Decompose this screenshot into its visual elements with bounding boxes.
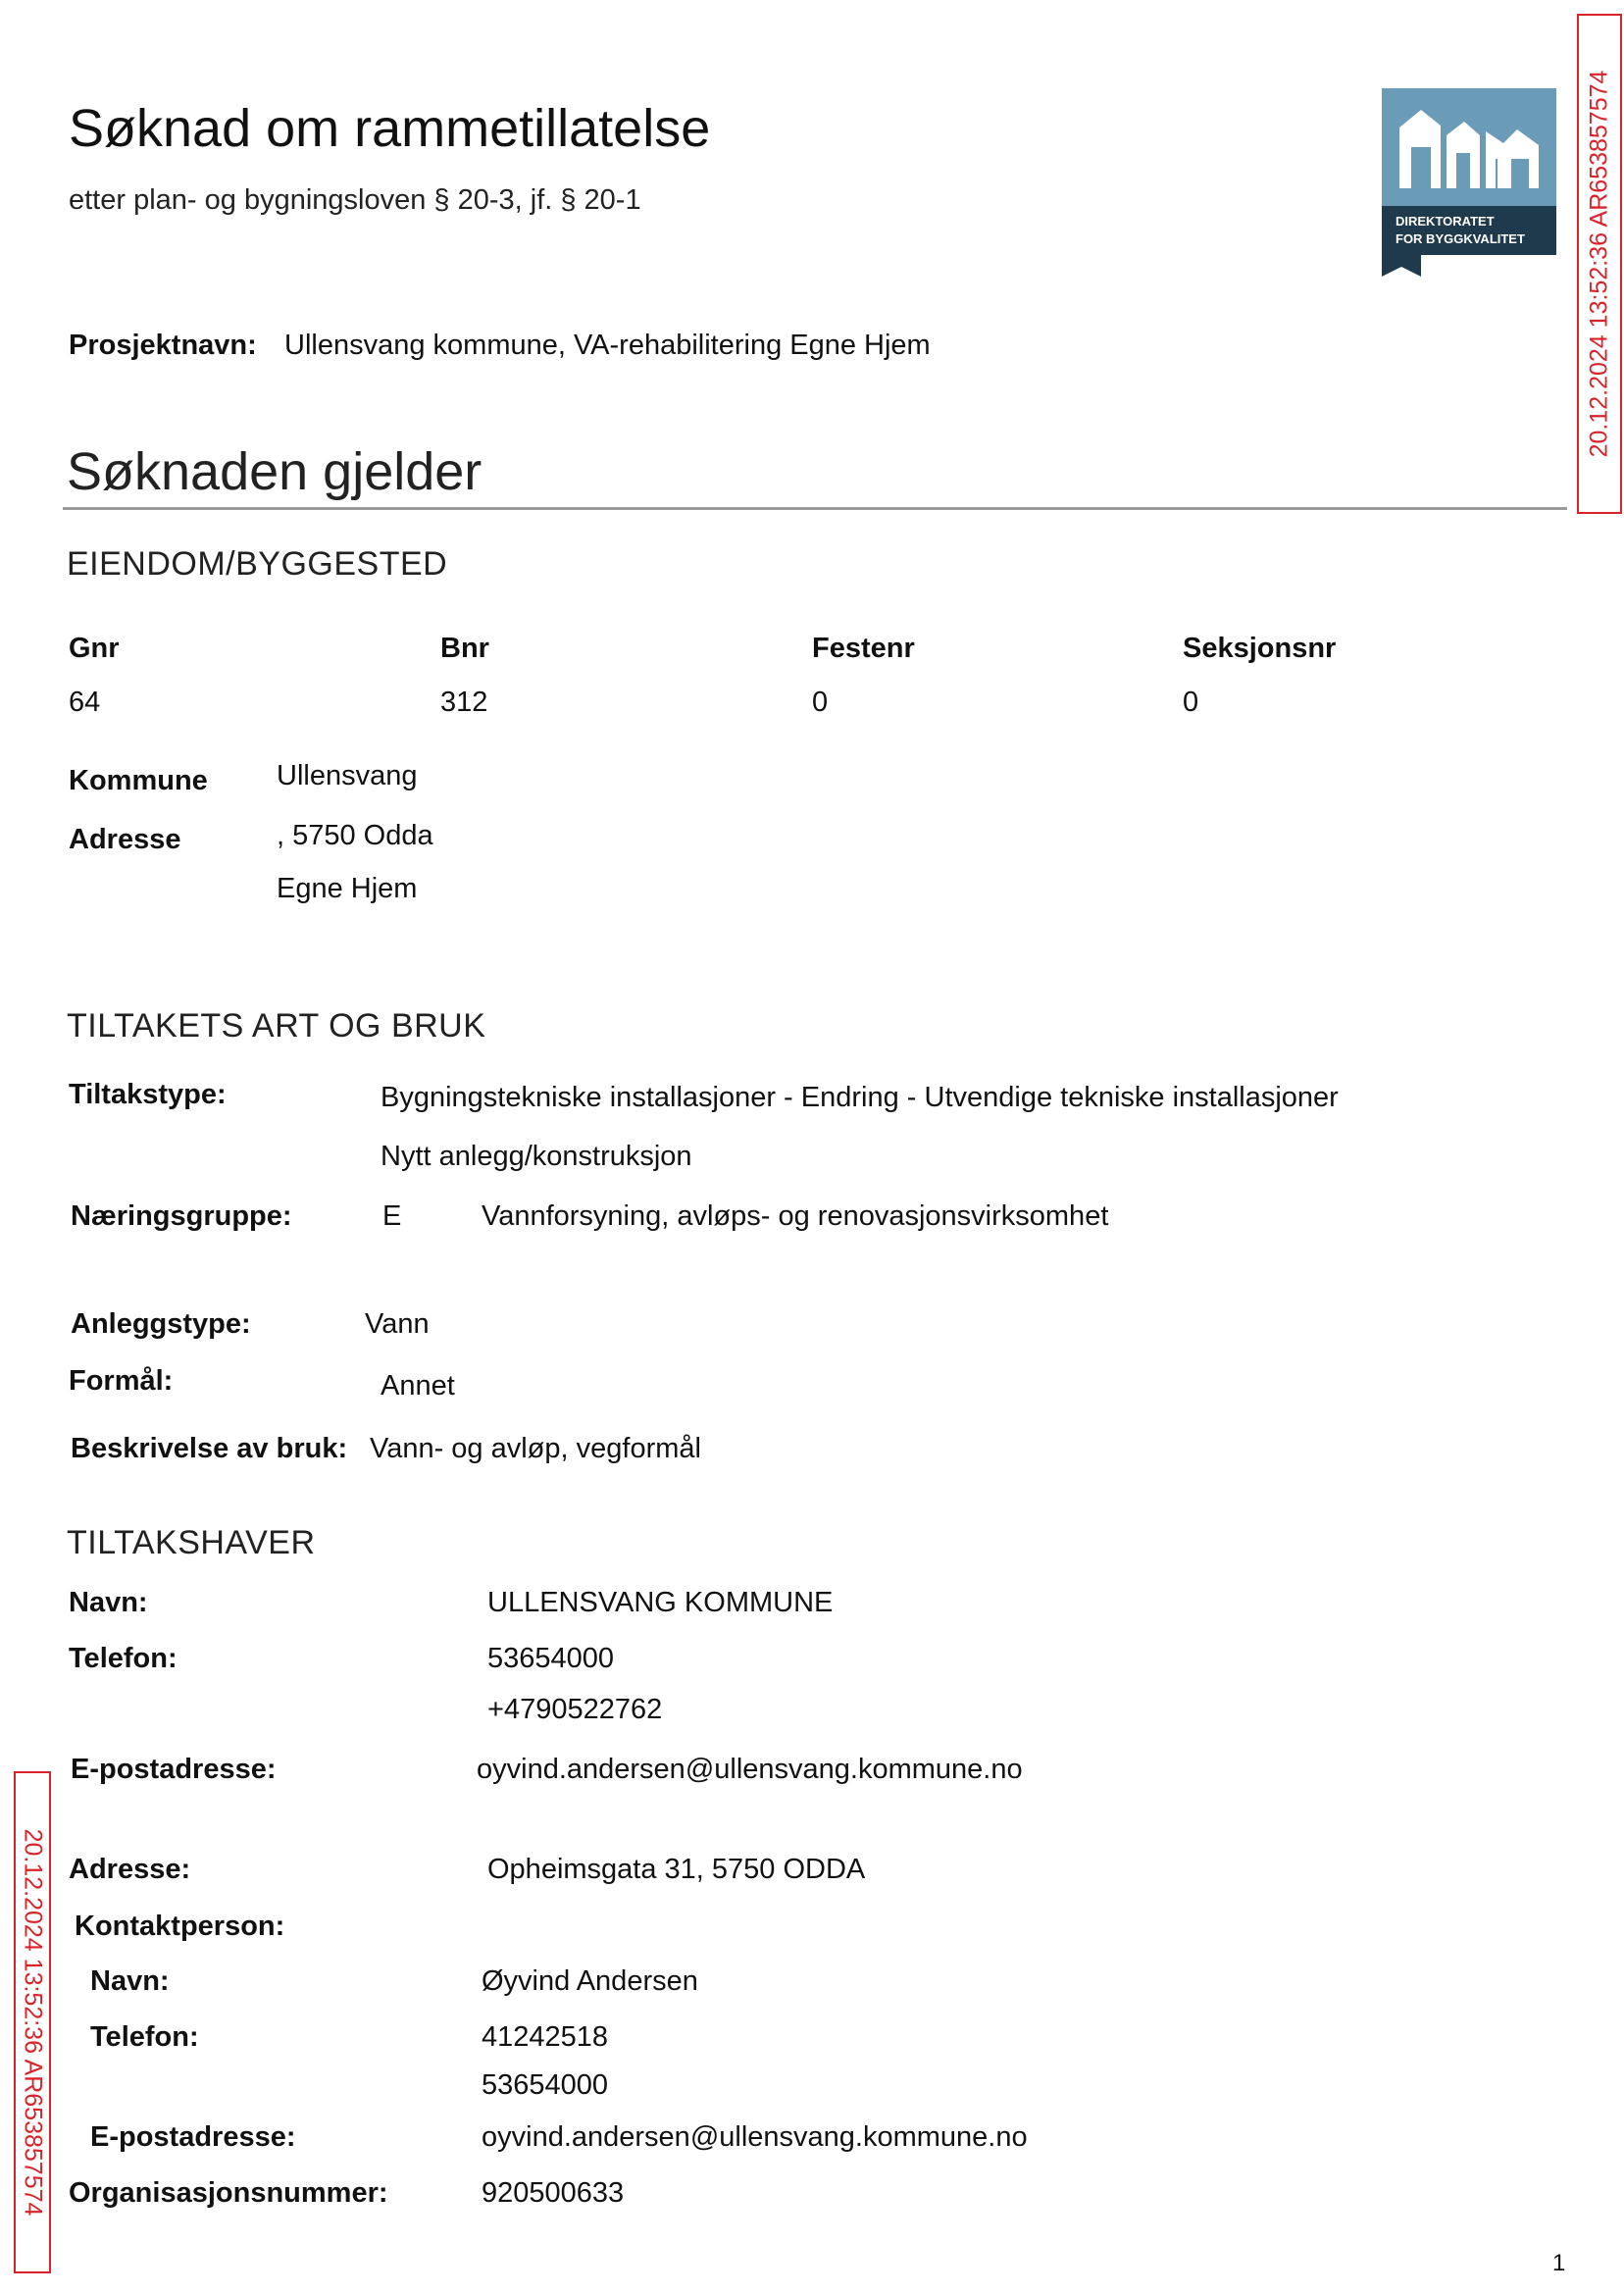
kp-navn-value: Øyvind Andersen bbox=[482, 1965, 698, 1997]
bnr-label: Bnr bbox=[440, 633, 489, 664]
th-telefon-value1: 53654000 bbox=[487, 1643, 615, 1674]
formal-value: Annet bbox=[381, 1370, 455, 1402]
th-adresse-label: Adresse: bbox=[69, 1854, 191, 1885]
stamp-text-bottom: 20.12.2024 13:52:36 AR653857574 bbox=[19, 1828, 47, 2217]
festenr-value: 0 bbox=[812, 687, 829, 718]
kp-epost-label: E-postadresse: bbox=[90, 2121, 296, 2153]
th-epost-label: E-postadresse: bbox=[71, 1754, 277, 1785]
kommune-value: Ullensvang bbox=[277, 760, 418, 791]
timestamp-stamp-bottom bbox=[14, 1771, 51, 2273]
th-telefon-value2: +4790522762 bbox=[487, 1694, 663, 1725]
project-label: Prosjektnavn: bbox=[69, 330, 257, 361]
formal-label: Formål: bbox=[69, 1365, 174, 1397]
orgnr-value: 920500633 bbox=[482, 2177, 625, 2209]
naeringsgruppe-code: E bbox=[382, 1200, 402, 1232]
th-epost-value: oyvind.andersen@ullensvang.kommune.no bbox=[477, 1754, 1023, 1785]
tiltakshaver-heading: TILTAKSHAVER bbox=[67, 1524, 316, 1561]
page-subtitle: etter plan- og bygningsloven § 20-3, jf. § 20-1 bbox=[69, 184, 641, 216]
beskrivelse-label: Beskrivelse av bruk: bbox=[71, 1433, 348, 1464]
kp-telefon-value2: 53654000 bbox=[482, 2069, 609, 2101]
seksjonsnr-value: 0 bbox=[1183, 687, 1199, 718]
adresse-line2: Egne Hjem bbox=[277, 873, 418, 904]
th-navn-value: ULLENSVANG KOMMUNE bbox=[487, 1587, 834, 1618]
adresse-label: Adresse bbox=[69, 824, 181, 855]
kp-telefon-value1: 41242518 bbox=[482, 2021, 609, 2053]
orgnr-label: Organisasjonsnummer: bbox=[69, 2177, 388, 2209]
gnr-value: 64 bbox=[69, 687, 101, 718]
logo-text-line2: FOR BYGGKVALITET bbox=[1396, 231, 1525, 246]
anleggstype-label: Anleggstype: bbox=[71, 1308, 251, 1340]
th-telefon-label: Telefon: bbox=[69, 1643, 178, 1674]
th-navn-label: Navn: bbox=[69, 1587, 148, 1618]
gnr-label: Gnr bbox=[69, 633, 120, 664]
property-heading: EIENDOM/BYGGESTED bbox=[67, 545, 448, 583]
kp-telefon-label: Telefon: bbox=[90, 2021, 199, 2053]
section-divider bbox=[63, 507, 1567, 510]
timestamp-stamp-top bbox=[1577, 14, 1622, 514]
tiltakstype-line1: Bygningstekniske installasjoner - Endring - Utvendige tekniske installasjoner bbox=[381, 1082, 1339, 1113]
seksjonsnr-label: Seksjonsnr bbox=[1183, 633, 1337, 664]
bnr-value: 312 bbox=[440, 687, 488, 718]
project-value: Ullensvang kommune, VA-rehabilitering Egne Hjem bbox=[284, 330, 931, 361]
beskrivelse-value: Vann- og avløp, vegformål bbox=[370, 1433, 701, 1464]
page-title: Søknad om rammetillatelse bbox=[69, 99, 711, 158]
dibk-logo-graphic bbox=[1382, 88, 1556, 277]
tiltak-heading: TILTAKETS ART OG BRUK bbox=[67, 1007, 486, 1045]
naeringsgruppe-value: Vannforsyning, avløps- og renovasjonsvirksomhet bbox=[482, 1200, 1109, 1232]
th-adresse-value: Opheimsgata 31, 5750 ODDA bbox=[487, 1854, 866, 1885]
kommune-label: Kommune bbox=[69, 765, 208, 796]
tiltakstype-label: Tiltakstype: bbox=[69, 1079, 227, 1110]
kp-navn-label: Navn: bbox=[90, 1965, 170, 1997]
stamp-text-top: 20.12.2024 13:52:36 AR653857574 bbox=[1585, 70, 1613, 458]
adresse-line1: , 5750 Odda bbox=[277, 820, 433, 851]
naeringsgruppe-label: Næringsgruppe: bbox=[71, 1200, 292, 1232]
section-title: Søknaden gjelder bbox=[67, 442, 482, 501]
anleggstype-value: Vann bbox=[365, 1308, 430, 1340]
kontaktperson-label: Kontaktperson: bbox=[75, 1911, 285, 1942]
tiltakstype-line2: Nytt anlegg/konstruksjon bbox=[381, 1141, 692, 1172]
logo-text-line1: DIREKTORATET bbox=[1396, 214, 1495, 229]
kp-epost-value: oyvind.andersen@ullensvang.kommune.no bbox=[482, 2121, 1028, 2153]
page-number: 1 bbox=[1552, 2250, 1566, 2276]
festenr-label: Festenr bbox=[812, 633, 915, 664]
dibk-logo bbox=[1382, 88, 1556, 277]
